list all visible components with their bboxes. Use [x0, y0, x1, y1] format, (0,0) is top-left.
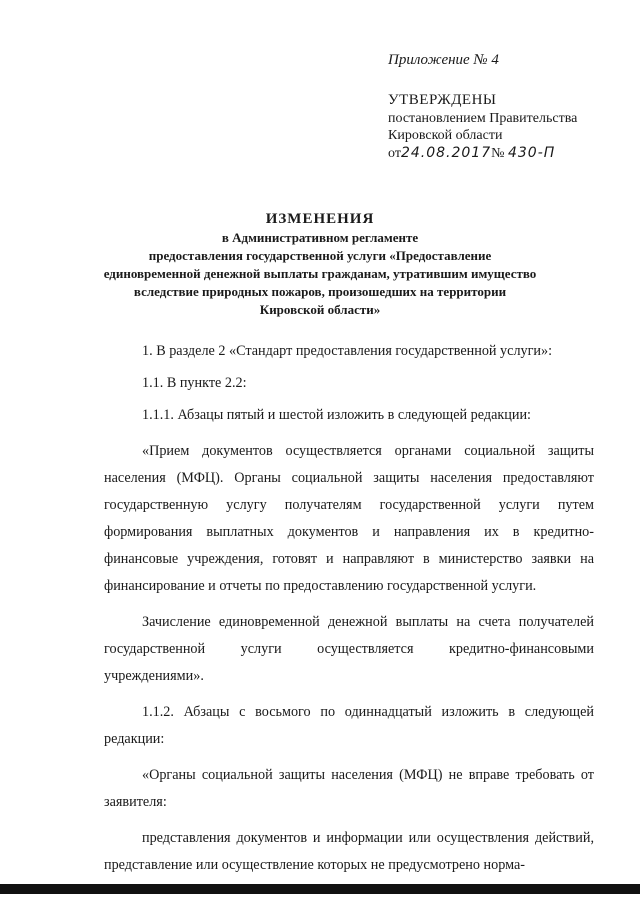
date-prefix: от: [388, 146, 401, 161]
document-title-block: [0, 210, 640, 319]
title-line-4: вследствие природных пожаров, произошедших на территории: [133, 284, 507, 299]
decree-line-2: Кировской области: [388, 128, 503, 143]
title-line-2: предоставления государственной услуги «Предоставление: [148, 248, 492, 263]
appendix-label: Приложение № 4: [388, 52, 499, 68]
paragraph-6: 1.1.2. Абзацы с восьмого по одиннадцатый изложить в следующей редакции:: [104, 704, 594, 747]
title-line-5: Кировской области»: [259, 302, 381, 317]
approved-heading: УТВЕРЖДЕНЫ: [388, 92, 497, 108]
document-heading: ИЗМЕНЕНИЯ: [265, 211, 375, 227]
handwritten-date: 24.08.2017: [400, 145, 492, 161]
title-line-1: в Административном регламенте: [221, 230, 419, 245]
document-body: [104, 338, 594, 888]
handwritten-number: 430-П: [507, 145, 556, 161]
paragraph-2: 1.1. В пункте 2.2:: [142, 375, 247, 391]
approval-block: [388, 50, 628, 163]
scan-bottom-edge: [0, 884, 640, 894]
decree-line-1: постановлением Правительства: [388, 111, 578, 126]
paragraph-7: «Органы социальной защиты населения (МФЦ) не вправе требовать от заявителя:: [104, 767, 594, 810]
decree-date-line: [388, 144, 628, 163]
number-sign: №: [491, 146, 505, 161]
paragraph-5: Зачисление единовременной денежной выплаты на счета получателей государственной услуги осуществляется кредитно-финансовыми учреждениями».: [104, 614, 594, 684]
paragraph-4: «Прием документов осуществляется органами социальной защиты населения (МФЦ). Органы социальной защиты населения предоставляют государственную услугу получателям государственной услуги путем формирования выплатных документов и направления их в кредитно-финансовые учреждения, готовят и направляют в министерство заявки на финансирование и отчеты по предоставлению государственной услуги.: [104, 443, 594, 594]
paragraph-3: 1.1.1. Абзацы пятый и шестой изложить в следующей редакции:: [142, 407, 531, 423]
title-line-3: единовременной денежной выплаты гражданам, утратившим имущество: [103, 266, 537, 281]
paragraph-1: 1. В разделе 2 «Стандарт предоставления государственной услуги»:: [142, 343, 553, 359]
paragraph-8: представления документов и информации или осуществления действий, представление или осуществление которых не предусмотрено норма-: [104, 830, 594, 873]
